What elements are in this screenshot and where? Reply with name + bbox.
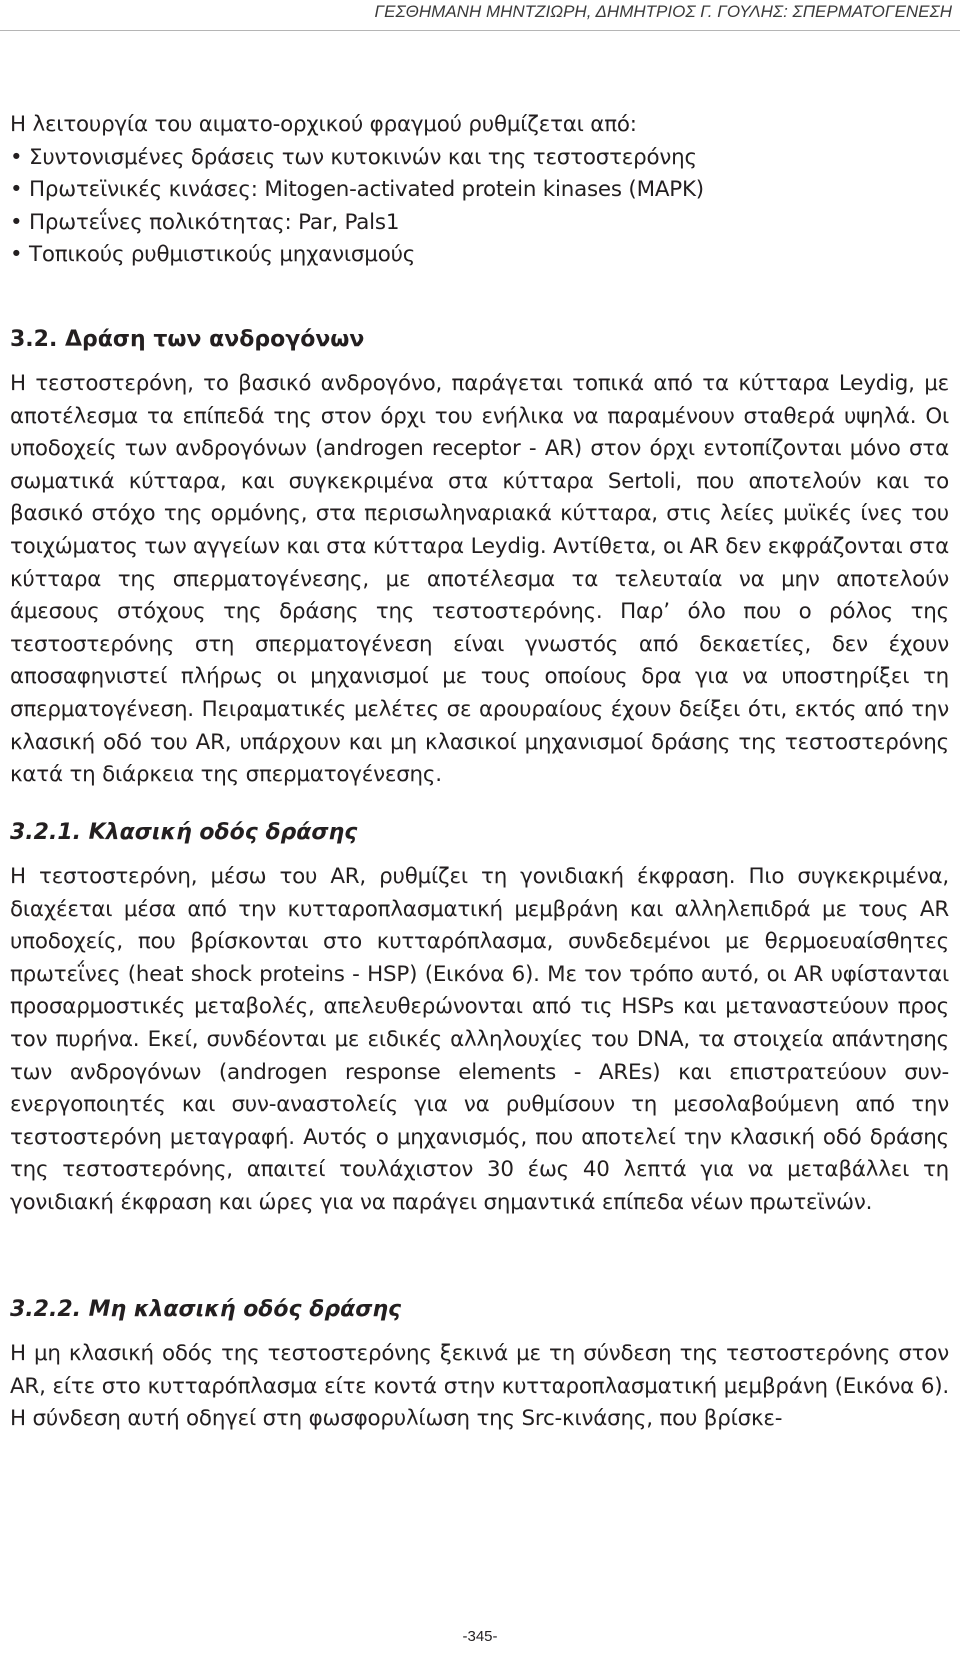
header-divider (0, 30, 960, 31)
bullet-list (10, 142, 949, 272)
section-3-2-2-paragraph: Η μη κλασική οδός της τεστοστερόνης ξεκινά με τη σύνδεση της τεστοστερόνης στον AR, είτε στο κυτταρόπλασμα είτε κοντά στην κυτταροπλασματική μεμβράνη (Εικόνα 6). Η σύνδεση αυτή οδηγεί στη φωσφορυλίωση της Src-κινάσης, που βρίσκε- (10, 1341, 949, 1432)
bullet-item: • Συντονισμένες δράσεις των κυτοκινών και της τεστοστερόνης (10, 142, 949, 175)
section-heading-3-2-1: 3.2.1. Κλασική οδός δράσης (10, 820, 358, 845)
intro-lead: Η λειτουργία του αιματο-ορχικού φραγμού ρυθμίζεται από: (10, 112, 637, 137)
running-header: ΓΕΣΘΗΜΑΝΗ ΜΗΝΤΖΙΩΡΗ, ΔΗΜΗΤΡΙΟΣ Γ. ΓΟΥΛΗΣ: ΣΠΕΡΜΑΤΟΓΕΝΕΣΗ (374, 2, 952, 21)
section-3-2-1-paragraph: Η τεστοστερόνη, μέσω του AR, ρυθμίζει τη γονιδιακή έκφραση. Πιο συγκεκριμένα, διαχέεται μέσα από την κυτταροπλασματική μεμβράνη και αλληλεπιδρά με τους AR υποδοχείς, που βρίσκονται στο κυτταρόπλασμα, συνδεδεμένοι με θερμοευαίσθητες πρωτεΐνες (heat shock proteins - HSP) (Εικόνα 6). Με τον τρόπο αυτό, οι AR υφίστανται προσαρμοστικές μεταβολές, απελευθερώνονται από τις HSPs και μεταναστεύουν προς τον πυρήνα. Εκεί, συνδέονται με ειδικές αλληλουχίες του DNA, τα στοιχεία απάντησης των ανδρογόνων (androgen response elements - AREs) και επιστρατεύουν συν-ενεργοποιητές και συν-αναστολείς για να ρυθμίσουν τη μεσολαβούμενη από την τεστοστερόνη μεταγραφή. Αυτός ο μηχανισμός, που αποτελεί την κλασική οδό δράσης της τεστοστερόνης, απαιτεί τουλάχιστον 30 έως 40 λεπτά για να μεταβάλλει τη γονιδιακή έκφραση και ώρες για να παράγει σημαντικά επίπεδα νέων πρωτεϊνών. (10, 864, 949, 1215)
bullet-item: • Τοπικούς ρυθμιστικούς μηχανισμούς (10, 239, 949, 272)
intro-block (10, 109, 949, 272)
section-3-2-paragraph: Η τεστοστερόνη, το βασικό ανδρογόνο, παράγεται τοπικά από τα κύτταρα Leydig, με αποτέλεσμα τα επίπεδά της στον όρχι του ενήλικα να παραμένουν σταθερά υψηλά. Οι υποδοχείς των ανδρογόνων (androgen receptor - AR) στον όρχι εντοπίζονται μόνο στα σωματικά κύτταρα, και συγκεκριμένα στα κύτταρα Sertoli, που αποτελούν και το βασικό στόχο της ορμόνης, στα περισωληναριακά κύτταρα, στις λείες μυϊκές ίνες του τοιχώματος των αγγείων και στα κύτταρα Leydig. Αντίθετα, οι AR δεν εκφράζονται στα κύτταρα της σπερματογένεσης, με αποτέλεσμα τα τελευταία να μην αποτελούν άμεσους στόχους της δράσης της τεστοστερόνης. Παρ’ όλο που ο ρόλος της τεστοστερόνης στη σπερματογένεση είναι γνωστός από δεκαετίες, δεν έχουν αποσαφηνιστεί πλήρως οι μηχανισμοί με τους οποίους δρα για να υποστηρίξει τη σπερματογένεση. Πειραματικές μελέτες σε αρουραίους έχουν δείξει ότι, εκτός από την κλασική οδό του AR, υπάρχουν και μη κλασικοί μηχανισμοί δράσης της τεστοστερόνης κατά τη διάρκεια της σπερματογένεσης. (10, 371, 949, 788)
section-heading-3-2-2: 3.2.2. Μη κλασική οδός δράσης (10, 1297, 402, 1322)
section-heading-3-2: 3.2. Δράση των ανδρογόνων (10, 327, 365, 352)
bullet-item: • Πρωτεΐνες πολικότητας: Par, Pals1 (10, 207, 949, 240)
page-number: -345- (462, 1628, 498, 1645)
bullet-item: • Πρωτεϊνικές κινάσες: Mitogen-activated protein kinases (MAPK) (10, 174, 949, 207)
